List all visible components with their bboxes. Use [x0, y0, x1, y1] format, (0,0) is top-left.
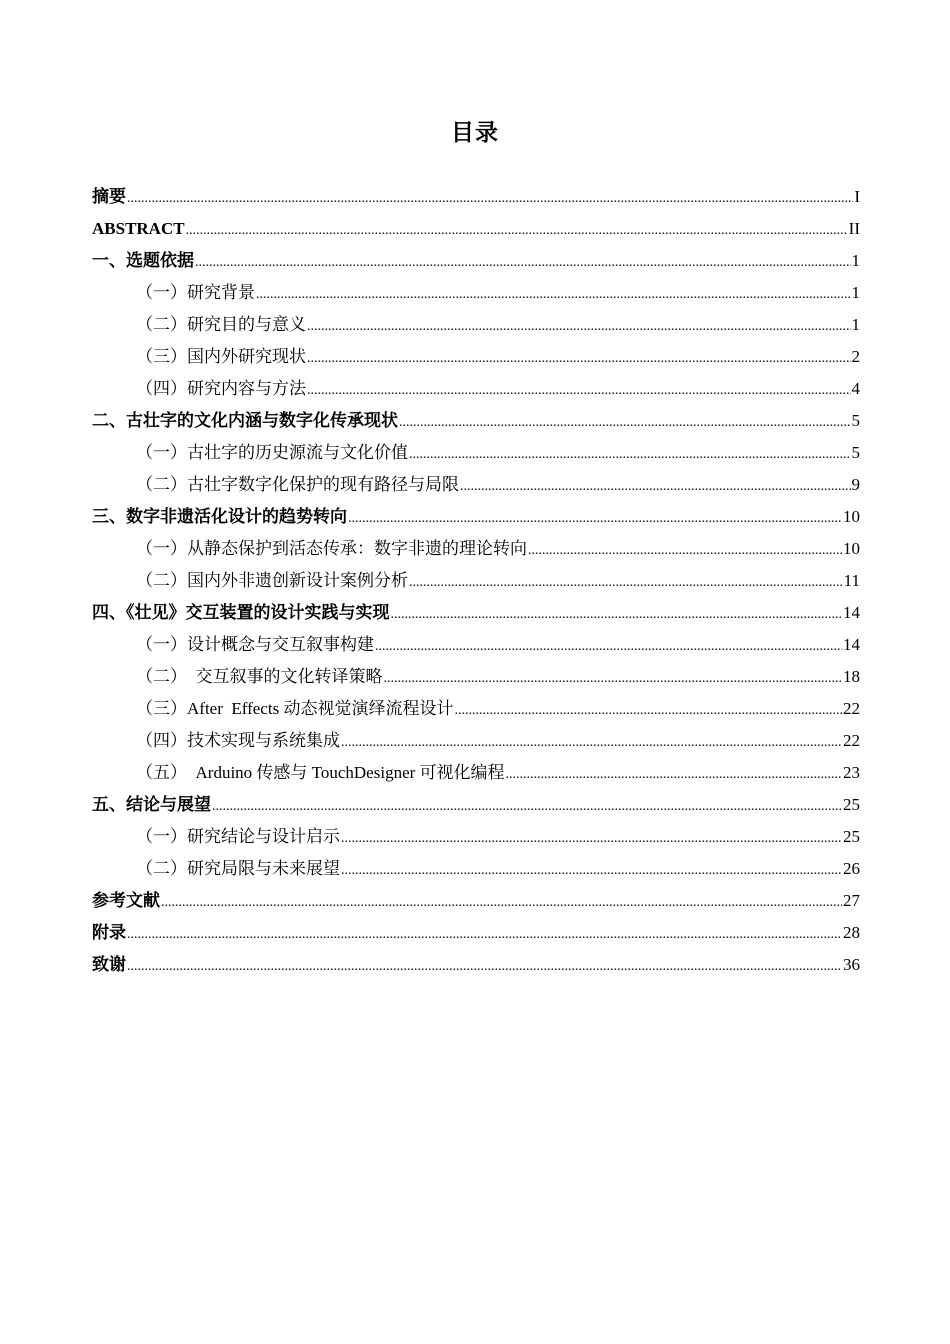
toc-entry-label: 四、《壮见》交互装置的设计实践与实现 [92, 603, 390, 622]
dot-leader [341, 823, 842, 855]
toc-page-number: 1 [851, 315, 860, 334]
table-of-contents [92, 181, 860, 981]
toc-section-entry[interactable] [92, 437, 860, 469]
toc-section-entry[interactable] [92, 725, 860, 757]
toc-page-number: 11 [843, 571, 860, 590]
dot-leader [127, 951, 842, 983]
toc-section-entry[interactable] [92, 533, 860, 565]
toc-page-number: 14 [843, 635, 860, 654]
toc-chapter-entry[interactable] [92, 405, 860, 437]
toc-page-number: 18 [843, 667, 860, 686]
toc-entry-label: （二） 交互叙事的文化转译策略 [136, 667, 383, 686]
toc-section-entry[interactable] [92, 853, 860, 885]
toc-entry-label: 参考文献 [92, 891, 160, 910]
toc-page-number: 2 [851, 347, 860, 366]
toc-entry-label: （二）国内外非遗创新设计案例分析 [136, 571, 408, 590]
toc-section-entry[interactable] [92, 693, 860, 725]
toc-page-number: 22 [843, 699, 860, 718]
toc-entry-label: （二）研究局限与未来展望 [136, 859, 340, 878]
toc-chapter-entry[interactable] [92, 789, 860, 821]
toc-entry-label: （一）研究背景 [136, 283, 255, 302]
toc-page-number: 1 [851, 251, 860, 270]
toc-page-number: II [848, 219, 860, 238]
toc-entry-label: 摘要 [92, 187, 126, 206]
toc-entry-label: 附录 [92, 923, 126, 942]
toc-chapter-entry[interactable] [92, 597, 860, 629]
toc-chapter-entry[interactable] [92, 885, 860, 917]
toc-entry-label: 三、数字非遗活化设计的趋势转向 [92, 507, 347, 526]
toc-page-number: 5 [851, 411, 860, 430]
toc-page-number: 28 [843, 923, 860, 942]
dot-leader [341, 727, 842, 759]
toc-section-entry[interactable] [92, 661, 860, 693]
toc-section-entry[interactable] [92, 309, 860, 341]
toc-entry-label: （一）设计概念与交互叙事构建 [136, 635, 374, 654]
toc-page-number: 25 [843, 827, 860, 846]
toc-page-number: I [854, 187, 860, 206]
toc-entry-label: 一、选题依据 [92, 251, 194, 270]
toc-entry-label: （四）技术实现与系统集成 [136, 731, 340, 750]
toc-page-number: 22 [843, 731, 860, 750]
dot-leader [212, 791, 842, 823]
toc-page-number: 5 [851, 443, 860, 462]
toc-section-entry[interactable] [92, 277, 860, 309]
toc-entry-label: （三）After Effects 动态视觉演绎流程设计 [136, 699, 454, 718]
toc-page-number: 4 [851, 379, 860, 398]
toc-entry-label: 五、结论与展望 [92, 795, 211, 814]
dot-leader [528, 535, 842, 567]
toc-entry-label: （五） Arduino 传感与 TouchDesigner 可视化编程 [136, 763, 505, 782]
dot-leader [127, 919, 842, 951]
toc-page-number: 27 [843, 891, 860, 910]
toc-section-entry[interactable] [92, 469, 860, 501]
dot-leader [399, 407, 851, 439]
dot-leader [161, 887, 842, 919]
toc-entry-label: （一）从静态保护到活态传承：数字非遗的理论转向 [136, 539, 527, 558]
dot-leader [391, 599, 843, 631]
toc-entry-label: （一）古壮字的历史源流与文化价值 [136, 443, 408, 462]
toc-page-number: 9 [851, 475, 860, 494]
toc-section-entry[interactable] [92, 341, 860, 373]
dot-leader [454, 695, 842, 727]
toc-page-number: 10 [843, 507, 860, 526]
toc-entry-label: ABSTRACT [92, 219, 185, 238]
toc-section-entry[interactable] [92, 629, 860, 661]
toc-chapter-entry[interactable] [92, 949, 860, 981]
toc-entry-label: 二、古壮字的文化内涵与数字化传承现状 [92, 411, 398, 430]
toc-page-number: 23 [843, 763, 860, 782]
dot-leader [307, 343, 851, 375]
dot-leader [460, 471, 851, 503]
toc-entry-label: 致谢 [92, 955, 126, 974]
toc-chapter-entry[interactable] [92, 501, 860, 533]
page-title: 目录 [451, 120, 499, 146]
toc-entry-label: （一）研究结论与设计启示 [136, 827, 340, 846]
toc-section-entry[interactable] [92, 373, 860, 405]
dot-leader [375, 631, 842, 663]
toc-entry-label: （三）国内外研究现状 [136, 347, 306, 366]
dot-leader [307, 311, 851, 343]
toc-page-number: 10 [843, 539, 860, 558]
toc-chapter-entry[interactable] [92, 181, 860, 213]
dot-leader [256, 279, 851, 311]
toc-chapter-entry[interactable] [92, 213, 860, 245]
dot-leader [348, 503, 842, 535]
dot-leader [506, 759, 842, 791]
dot-leader [186, 215, 848, 247]
dot-leader [341, 855, 842, 887]
toc-page-number: 1 [851, 283, 860, 302]
dot-leader [195, 247, 851, 279]
dot-leader [127, 183, 853, 215]
toc-section-entry[interactable] [92, 757, 860, 789]
toc-page-number: 36 [843, 955, 860, 974]
toc-entry-label: （二）古壮字数字化保护的现有路径与局限 [136, 475, 459, 494]
toc-section-entry[interactable] [92, 821, 860, 853]
dot-leader [409, 439, 851, 471]
toc-page-number: 25 [843, 795, 860, 814]
toc-page-number: 14 [843, 603, 860, 622]
toc-chapter-entry[interactable] [92, 245, 860, 277]
toc-section-entry[interactable] [92, 565, 860, 597]
toc-page-number: 26 [843, 859, 860, 878]
toc-chapter-entry[interactable] [92, 917, 860, 949]
toc-entry-label: （四）研究内容与方法 [136, 379, 306, 398]
dot-leader [307, 375, 851, 407]
dot-leader [409, 567, 843, 599]
dot-leader [384, 663, 843, 695]
toc-entry-label: （二）研究目的与意义 [136, 315, 306, 334]
